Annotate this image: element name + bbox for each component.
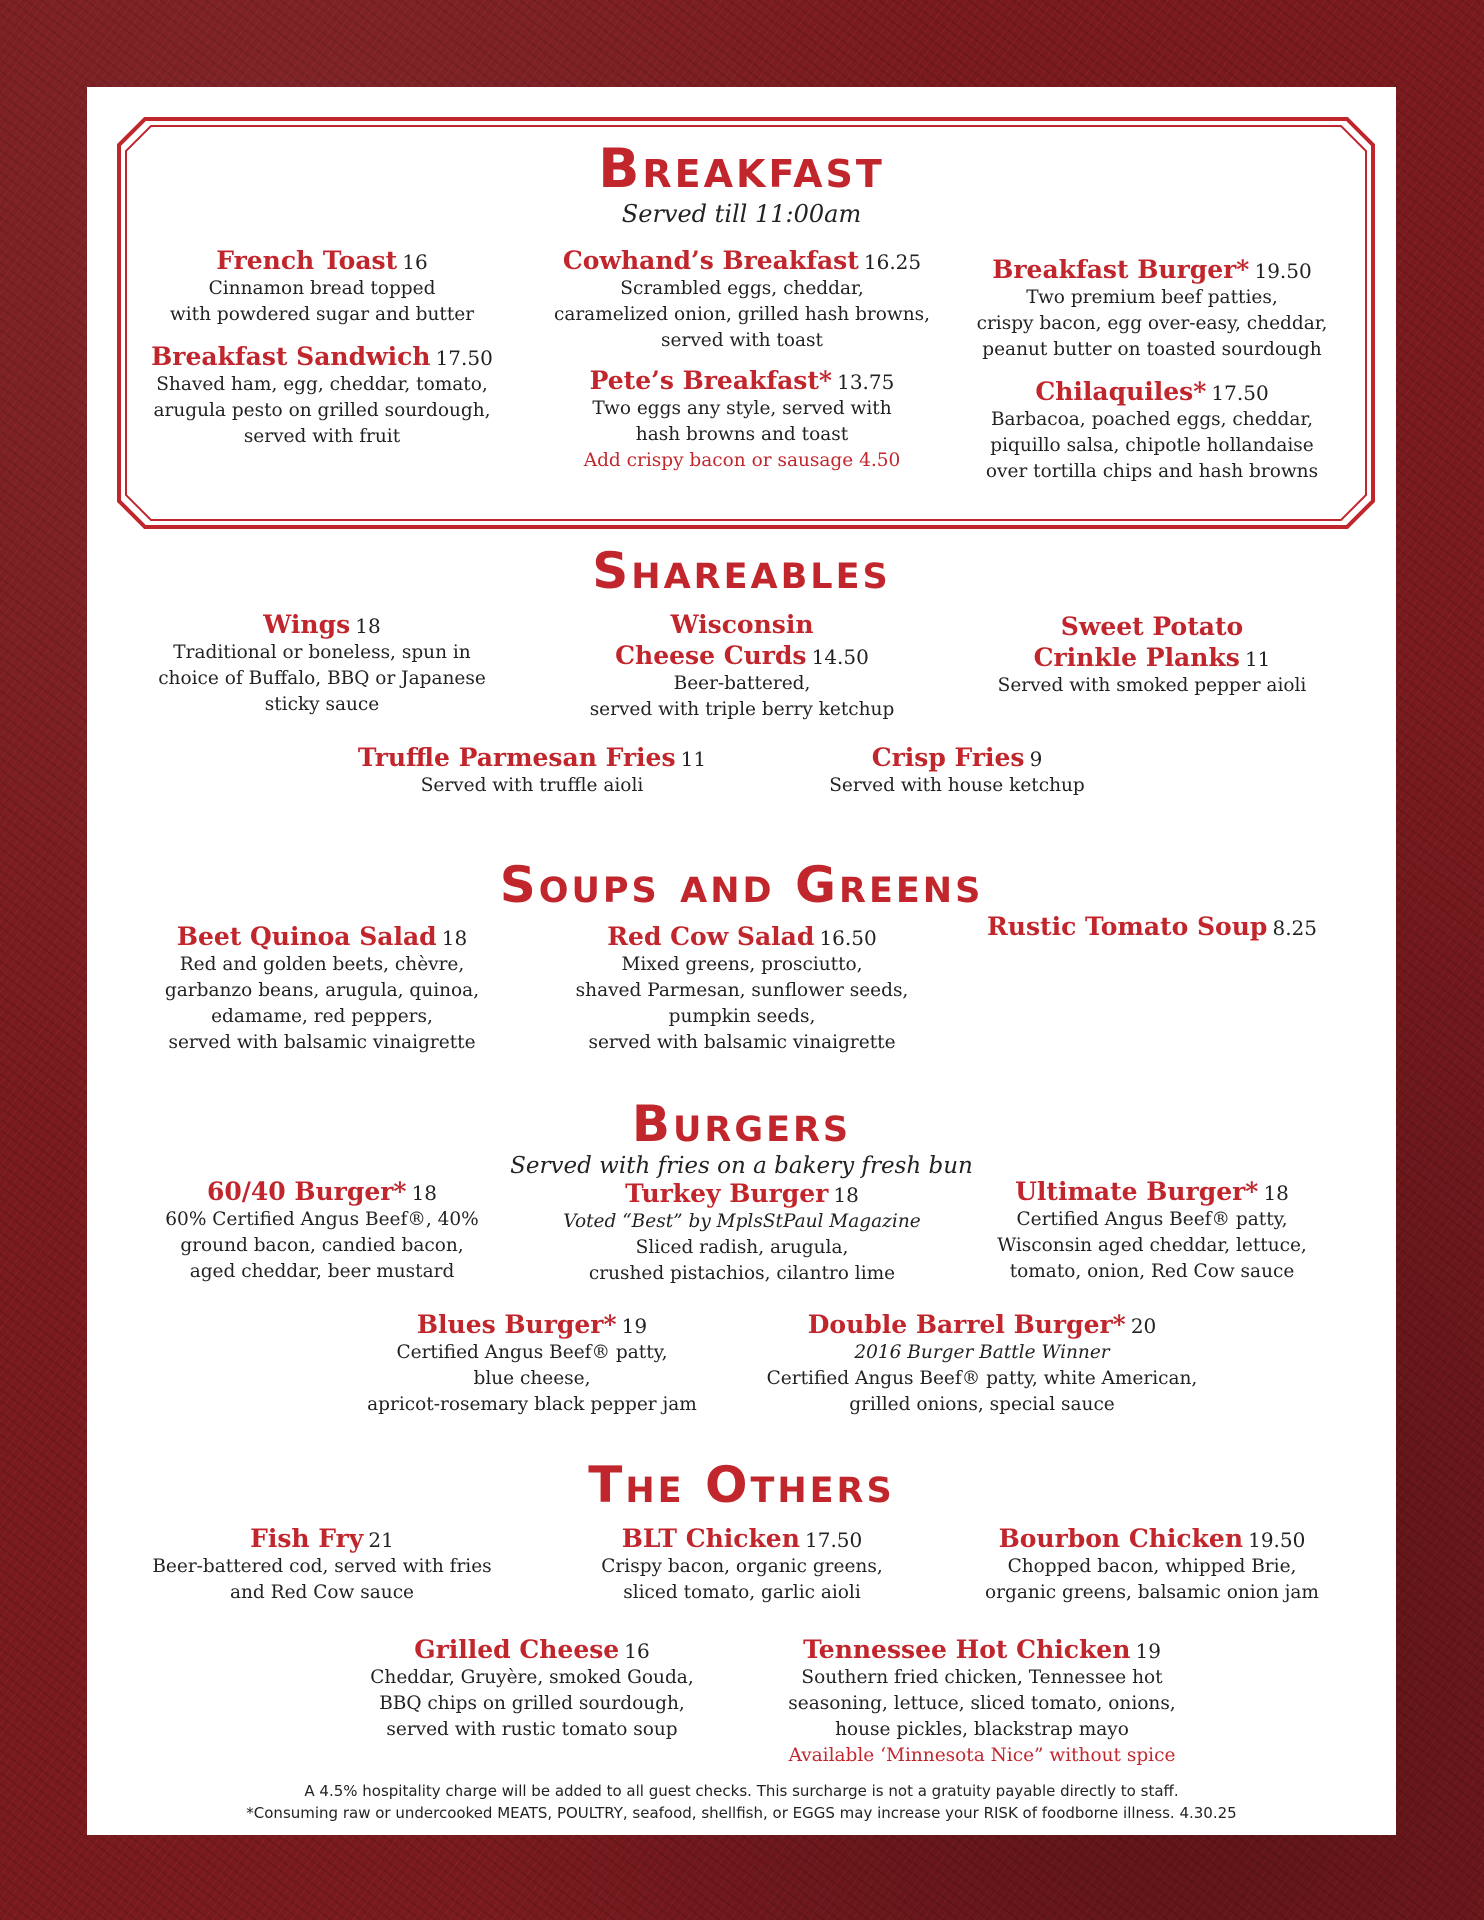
item-desc-line: sliced tomato, garlic aioli bbox=[623, 1582, 861, 1603]
menu-item-red-cow-salad bbox=[537, 921, 947, 1056]
item-desc-line: Certified Angus Beef® patty, bbox=[1016, 1209, 1288, 1230]
item-name: Chilaquiles* bbox=[1035, 377, 1207, 406]
item-desc-line: hash browns and toast bbox=[635, 424, 849, 445]
item-desc-line: Two eggs any style, served with bbox=[592, 398, 892, 419]
item-name: Wings bbox=[263, 610, 351, 639]
item-name: Crisp Fries bbox=[871, 743, 1025, 772]
menu-item-double-barrel-burger bbox=[757, 1309, 1207, 1418]
item-desc-line: crispy bacon, egg over-easy, cheddar, bbox=[976, 313, 1328, 334]
item-name: Turkey Burger bbox=[625, 1179, 829, 1208]
item-price: 14.50 bbox=[811, 645, 869, 669]
item-desc-line: sticky sauce bbox=[264, 694, 380, 715]
item-price: 11 bbox=[1244, 647, 1271, 671]
item-price: 17.50 bbox=[1211, 381, 1269, 405]
menu-item-blt-chicken bbox=[537, 1523, 947, 1606]
item-desc-line: served with toast bbox=[661, 330, 823, 351]
item-price: 16 bbox=[402, 250, 428, 274]
item-name: Truffle Parmesan Fries bbox=[357, 743, 676, 772]
item-price: 19 bbox=[621, 1314, 648, 1338]
item-price: 18 bbox=[1263, 1181, 1289, 1205]
item-desc-line: Chopped bacon, whipped Brie, bbox=[1007, 1556, 1297, 1577]
menu-item-truffle-fries bbox=[332, 742, 732, 799]
item-desc-line: Cheddar, Gruyère, smoked Gouda, bbox=[370, 1667, 694, 1688]
footer-line: *Consuming raw or undercooked MEATS, POULTRY, seafood, shellfish, or EGGS may increase your RISK of foodborne illness. 4.30.25 bbox=[246, 1804, 1237, 1822]
item-name: Pete’s Breakfast* bbox=[589, 366, 832, 395]
item-price: 11 bbox=[680, 747, 707, 771]
item-desc-line: and Red Cow sauce bbox=[229, 1582, 415, 1603]
item-desc-line: Red and golden beets, chèvre, bbox=[179, 954, 465, 975]
menu-item-blues-burger bbox=[332, 1309, 732, 1418]
item-price: 17.50 bbox=[805, 1528, 863, 1552]
burgers-title: Burgers bbox=[631, 1095, 852, 1153]
menu-item-french-toast bbox=[127, 245, 517, 328]
item-price: 18 bbox=[355, 614, 381, 638]
menu-item-cowhands-breakfast bbox=[537, 245, 947, 354]
item-desc-line: Mixed greens, prosciutto, bbox=[621, 954, 863, 975]
item-desc-line: caramelized onion, grilled hash browns, bbox=[553, 304, 931, 325]
item-desc-line: Traditional or boneless, spun in bbox=[173, 642, 471, 663]
item-name: Red Cow Salad bbox=[607, 922, 815, 951]
item-price: 18 bbox=[833, 1183, 859, 1207]
item-desc-line: garbanzo beans, arugula, quinoa, bbox=[164, 980, 480, 1001]
item-price: 13.75 bbox=[837, 370, 895, 394]
item-desc-line: peanut butter on toasted sourdough bbox=[982, 339, 1322, 360]
item-desc-line: Crispy bacon, organic greens, bbox=[601, 1556, 883, 1577]
item-desc-line: Two premium beef patties, bbox=[1026, 287, 1278, 308]
item-name-line: Sweet Potato bbox=[1060, 612, 1244, 641]
item-desc-line: apricot-rosemary black pepper jam bbox=[367, 1394, 697, 1415]
menu-item-cheese-curds bbox=[537, 609, 947, 723]
item-name: 60/40 Burger* bbox=[206, 1177, 407, 1206]
menu-item-rustic-tomato-soup bbox=[957, 911, 1347, 942]
item-price: 9 bbox=[1029, 747, 1043, 771]
item-price: 18 bbox=[441, 926, 468, 950]
item-price: 19.50 bbox=[1254, 259, 1312, 283]
item-price: 20 bbox=[1130, 1314, 1157, 1338]
item-name: Crinkle Planks bbox=[1033, 643, 1240, 672]
item-price: 16.25 bbox=[863, 250, 922, 274]
breakfast-subtitle: Served till 11:00am bbox=[621, 200, 862, 228]
item-desc-line: edamame, red peppers, bbox=[211, 1006, 433, 1027]
item-desc-line: tomato, onion, Red Cow sauce bbox=[1009, 1261, 1295, 1282]
item-desc-line: organic greens, balsamic onion jam bbox=[985, 1582, 1319, 1603]
shareables-title: Shareables bbox=[592, 542, 891, 600]
item-desc-line: house pickles, blackstrap mayo bbox=[835, 1719, 1129, 1740]
item-desc-line: Shaved ham, egg, cheddar, tomato, bbox=[156, 374, 488, 395]
footer-disclaimer bbox=[87, 1780, 1396, 1824]
item-desc-line: choice of Buffalo, BBQ or Japanese bbox=[158, 668, 486, 689]
menu-item-petes-breakfast bbox=[537, 365, 947, 474]
item-note: 2016 Burger Battle Winner bbox=[854, 1342, 1110, 1363]
item-name: Cheese Curds bbox=[615, 641, 807, 670]
menu-item-chilaquiles bbox=[957, 376, 1347, 485]
menu-item-fish-fry bbox=[127, 1523, 517, 1606]
item-price: 19 bbox=[1135, 1639, 1161, 1663]
menu-item-beet-quinoa-salad bbox=[127, 921, 517, 1056]
item-price: 19.50 bbox=[1248, 1528, 1306, 1552]
item-desc-line: Certified Angus Beef® patty, bbox=[396, 1342, 668, 1363]
item-desc-line: Certified Angus Beef® patty, white American, bbox=[766, 1368, 1198, 1389]
item-name: Bourbon Chicken bbox=[998, 1524, 1244, 1553]
item-name: Rustic Tomato Soup bbox=[987, 912, 1268, 941]
item-desc-line: crushed pistachios, cilantro lime bbox=[588, 1263, 896, 1284]
item-desc-line: Wisconsin aged cheddar, lettuce, bbox=[997, 1235, 1307, 1256]
item-name: Tennessee Hot Chicken bbox=[803, 1635, 1131, 1664]
item-price: 8.25 bbox=[1272, 916, 1317, 940]
item-desc-line: grilled onions, special sauce bbox=[849, 1394, 1115, 1415]
others-title: The Others bbox=[588, 1456, 895, 1514]
item-price: 16 bbox=[624, 1639, 650, 1663]
item-name: Breakfast Burger* bbox=[992, 255, 1250, 284]
item-desc-line: served with balsamic vinaigrette bbox=[168, 1032, 476, 1053]
item-name: Beet Quinoa Salad bbox=[176, 922, 437, 951]
item-desc-line: Served with truffle aioli bbox=[420, 775, 644, 796]
footer-line: A 4.5% hospitality charge will be added to all guest checks. This surcharge is not a gratuity payable directly to staff. bbox=[304, 1782, 1179, 1800]
item-desc-line: shaved Parmesan, sunflower seeds, bbox=[575, 980, 909, 1001]
item-desc-line: with powdered sugar and butter bbox=[169, 304, 475, 325]
item-desc-line: Beer-battered, bbox=[673, 673, 811, 694]
item-name: Fish Fry bbox=[250, 1524, 364, 1553]
item-desc-line: blue cheese, bbox=[473, 1368, 591, 1389]
item-desc-line: Barbacoa, poached eggs, cheddar, bbox=[990, 409, 1314, 430]
item-name: Cowhand’s Breakfast bbox=[562, 246, 859, 275]
menu-item-breakfast-burger bbox=[957, 254, 1347, 363]
item-desc-line: Sliced radish, arugula, bbox=[635, 1237, 849, 1258]
burgers-subtitle: Served with fries on a bakery fresh bun bbox=[510, 1153, 973, 1179]
item-desc-line: arugula pesto on grilled sourdough, bbox=[153, 400, 491, 421]
menu-item-turkey-burger bbox=[537, 1178, 947, 1287]
item-desc-line: Beer-battered cod, served with fries bbox=[152, 1556, 492, 1577]
item-name: Grilled Cheese bbox=[414, 1635, 620, 1664]
item-name: Double Barrel Burger* bbox=[807, 1310, 1126, 1339]
item-addon: Available ‘Minnesota Nice” without spice bbox=[788, 1745, 1176, 1766]
menu-item-tennessee-hot-chicken bbox=[757, 1634, 1207, 1769]
item-desc-line: aged cheddar, beer mustard bbox=[189, 1261, 455, 1282]
item-note: Voted “Best” by MplsStPaul Magazine bbox=[563, 1211, 921, 1232]
item-desc-line: piquillo salsa, chipotle hollandaise bbox=[990, 435, 1314, 456]
item-price: 18 bbox=[411, 1181, 438, 1205]
menu-item-crisp-fries bbox=[757, 742, 1157, 799]
item-desc-line: served with fruit bbox=[243, 426, 401, 447]
menu-item-breakfast-sandwich bbox=[127, 341, 517, 450]
menu-item-ultimate-burger bbox=[957, 1176, 1347, 1285]
item-desc-line: served with triple berry ketchup bbox=[589, 699, 895, 720]
menu-page bbox=[87, 87, 1396, 1835]
item-name: French Toast bbox=[216, 246, 398, 275]
item-name: Ultimate Burger* bbox=[1015, 1177, 1259, 1206]
item-desc-line: served with rustic tomato soup bbox=[386, 1719, 678, 1740]
item-name: BLT Chicken bbox=[621, 1524, 800, 1553]
item-name-line: Wisconsin bbox=[670, 610, 814, 639]
item-desc-line: Served with house ketchup bbox=[829, 775, 1085, 796]
item-desc-line: BBQ chips on grilled sourdough, bbox=[379, 1693, 685, 1714]
item-desc-line: Scrambled eggs, cheddar, bbox=[620, 278, 864, 299]
item-desc-line: Southern fried chicken, Tennessee hot bbox=[801, 1667, 1163, 1688]
item-name: Blues Burger* bbox=[416, 1310, 617, 1339]
item-desc-line: pumpkin seeds, bbox=[668, 1006, 816, 1027]
item-desc-line: over tortilla chips and hash browns bbox=[985, 461, 1319, 482]
menu-item-bourbon-chicken bbox=[957, 1523, 1347, 1606]
item-price: 21 bbox=[368, 1528, 394, 1552]
item-addon: Add crispy bacon or sausage 4.50 bbox=[583, 450, 901, 471]
menu-item-60-40-burger bbox=[127, 1176, 517, 1285]
item-desc-line: seasoning, lettuce, sliced tomato, onions, bbox=[788, 1693, 1176, 1714]
item-price: 16.50 bbox=[819, 926, 877, 950]
menu-item-grilled-cheese bbox=[332, 1634, 732, 1743]
item-desc-line: served with balsamic vinaigrette bbox=[588, 1032, 896, 1053]
item-desc-line: ground bacon, candied bacon, bbox=[180, 1235, 464, 1256]
menu-item-wings bbox=[127, 609, 517, 718]
breakfast-title: Breakfast bbox=[598, 137, 885, 200]
item-price: 17.50 bbox=[435, 346, 493, 370]
item-desc-line: Served with smoked pepper aioli bbox=[997, 675, 1307, 696]
soups-title: Soups and Greens bbox=[499, 856, 984, 914]
item-desc-line: Cinnamon bread topped bbox=[208, 278, 436, 299]
item-name: Breakfast Sandwich bbox=[151, 342, 431, 371]
item-desc-line: 60% Certified Angus Beef®, 40% bbox=[165, 1209, 479, 1230]
menu-item-crinkle-planks bbox=[957, 611, 1347, 699]
